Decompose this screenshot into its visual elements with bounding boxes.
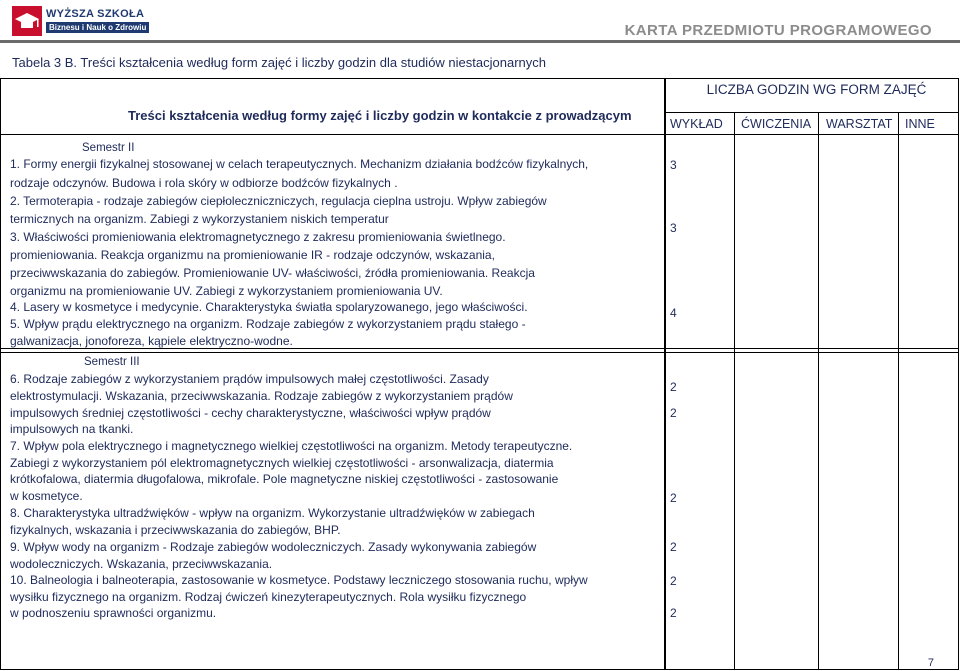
table-row-text: 4. Lasery w kosmetyce i medycynie. Charakterystyka światła spolaryzowanego, jego właściwości. bbox=[10, 300, 528, 314]
table-row-text: impulsowych na tkanki. bbox=[10, 422, 134, 436]
semester-label: Semestr II bbox=[82, 142, 135, 154]
table-border-right bbox=[958, 78, 959, 670]
table-border-bottom bbox=[0, 669, 959, 670]
column-header-lecture: WYKŁAD bbox=[670, 117, 723, 131]
graduation-cap-icon bbox=[12, 6, 42, 36]
lecture-hours: 4 bbox=[670, 306, 677, 320]
logo-subtitle: Biznesu i Nauk o Zdrowiu bbox=[46, 22, 149, 33]
document-title: KARTA PRZEDMIOTU PROGRAMOWEGO bbox=[624, 22, 932, 39]
row-divider bbox=[0, 134, 959, 135]
table-row-text: 2. Termoterapia - rodzaje zabiegów ciepłoleczniczniczych, regulacja cieplna ustroju. Wpływ zabiegów bbox=[10, 194, 547, 208]
table-row-text: termicznych na organizm. Zabiegi z wykorzystaniem niskich temperatur bbox=[10, 212, 389, 226]
table-row-text: organizmu na promieniowanie UV. Zabiegi z wykorzystaniem promieniowania UV. bbox=[10, 284, 443, 298]
semester-label: Semestr III bbox=[84, 356, 140, 368]
column-header-exercises: ĆWICZENIA bbox=[741, 117, 812, 131]
table-row-text: Zabiegi z wykorzystaniem pól elektromagnetycznych wielkiej częstotliwości - arsonwalizacja, diatermia bbox=[10, 456, 554, 470]
lecture-hours: 2 bbox=[670, 406, 677, 420]
table-row-text: 3. Właściwości promieniowania elektromagnetycznego z zakresu promieniowania świetlnego. bbox=[10, 230, 506, 244]
table-row-text: rodzaje odczynów. Budowa i rola skóry w odbiorze bodźców fizykalnych . bbox=[10, 176, 398, 190]
table-row-text: w kosmetyce. bbox=[10, 489, 83, 503]
header-rule bbox=[0, 40, 960, 43]
column-header-workshop: WARSZTAT bbox=[826, 117, 893, 131]
column-divider bbox=[664, 78, 666, 670]
table-row-text: 8. Charakterystyka ultradźwięków - wpływ na organizm. Wykorzystanie ultradźwięków w zabiegach bbox=[10, 506, 535, 520]
table-row-text: fizykalnych, wskazania i przeciwwskazania do zabiegów, BHP. bbox=[10, 523, 341, 537]
table-row-text: elektrostymulacji. Wskazania, przeciwwskazania. Rodzaje zabiegów z wykorzystaniem prądów bbox=[10, 389, 513, 403]
page-number: 7 bbox=[927, 657, 934, 669]
column-divider bbox=[734, 112, 735, 670]
lecture-hours: 2 bbox=[670, 606, 677, 620]
lecture-hours: 3 bbox=[670, 221, 677, 235]
table-row-text: przeciwwskazania do zabiegów. Promieniowanie UV- właściwości, źródła promieniowania. Reakcja bbox=[10, 266, 535, 280]
table-caption: Tabela 3 B. Treści kształcenia według form zajęć i liczby godzin dla studiów niestacjonarnych bbox=[12, 55, 546, 70]
table-row-text: 6. Rodzaje zabiegów z wykorzystaniem prądów impulsowych małej częstotliwości. Zasady bbox=[10, 372, 489, 386]
table-border-left bbox=[0, 78, 1, 670]
table-row-text: krótkofalowa, diatermia długofalowa, mikrofale. Pole magnetyczne niskiej częstotliwości - zastosowanie bbox=[10, 472, 559, 486]
column-header-other: INNE bbox=[905, 117, 935, 131]
column-divider bbox=[818, 112, 819, 670]
table-row-text: w podnoszeniu sprawności organizmu. bbox=[10, 606, 217, 620]
lecture-hours: 2 bbox=[670, 574, 677, 588]
school-logo bbox=[12, 6, 147, 38]
row-divider bbox=[0, 352, 959, 353]
table-row-text: promieniowania. Reakcja organizmu na promieniowanie IR - rodzaje odczynów, wskazania, bbox=[10, 248, 495, 262]
table-row-text: 10. Balneologia i balneoterapia, zastosowanie w kosmetyce. Podstawy leczniczego stosowania ruchu, wpływ bbox=[10, 573, 588, 587]
lecture-hours: 2 bbox=[670, 491, 677, 505]
lecture-hours: 2 bbox=[670, 540, 677, 554]
table-row-text: galwanizacja, jonoforeza, kąpiele elektryczno-wodne. bbox=[10, 334, 293, 348]
row-divider bbox=[664, 112, 959, 113]
table-row-text: impulsowych średniej częstotliwości - cechy charakterystyczne, właściwości wpływ prądów bbox=[10, 406, 491, 420]
logo-title: WYŻSZA SZKOŁA bbox=[46, 8, 145, 20]
table-row-text: 7. Wpływ pola elektrycznego i magnetycznego wielkiej częstotliwości na organizm. Metody terapeutyczne. bbox=[10, 439, 573, 453]
table-header-hours: LICZBA GODZIN WG FORM ZAJĘĆ bbox=[706, 82, 927, 97]
row-divider bbox=[0, 348, 959, 349]
table-header-content: Treści kształcenia według formy zajęć i liczby godzin w kontakcie z prowadzącym bbox=[128, 108, 632, 123]
lecture-hours: 2 bbox=[670, 380, 677, 394]
table-row-text: 9. Wpływ wody na organizm - Rodzaje zabiegów wodoleczniczych. Zasady wykonywania zabiegów bbox=[10, 540, 537, 554]
table-border-top bbox=[0, 78, 959, 79]
lecture-hours: 3 bbox=[670, 158, 677, 172]
column-divider bbox=[898, 112, 899, 670]
table-row-text: 5. Wpływ prądu elektrycznego na organizm. Rodzaje zabiegów z wykorzystaniem prądu stałego - bbox=[10, 317, 526, 331]
table-row-text: wodoleczniczych. Wskazania, przeciwwskazania. bbox=[10, 557, 273, 571]
table-row-text: 1. Formy energii fizykalnej stosowanej w celach terapeutycznych. Mechanizm działania bodźców fizykalnych, bbox=[10, 157, 589, 171]
table-row-text: wysiłku fizycznego na organizm. Rodzaj ćwiczeń kinezyterapeutycznych. Rola wysiłku fizycznego bbox=[10, 590, 527, 604]
